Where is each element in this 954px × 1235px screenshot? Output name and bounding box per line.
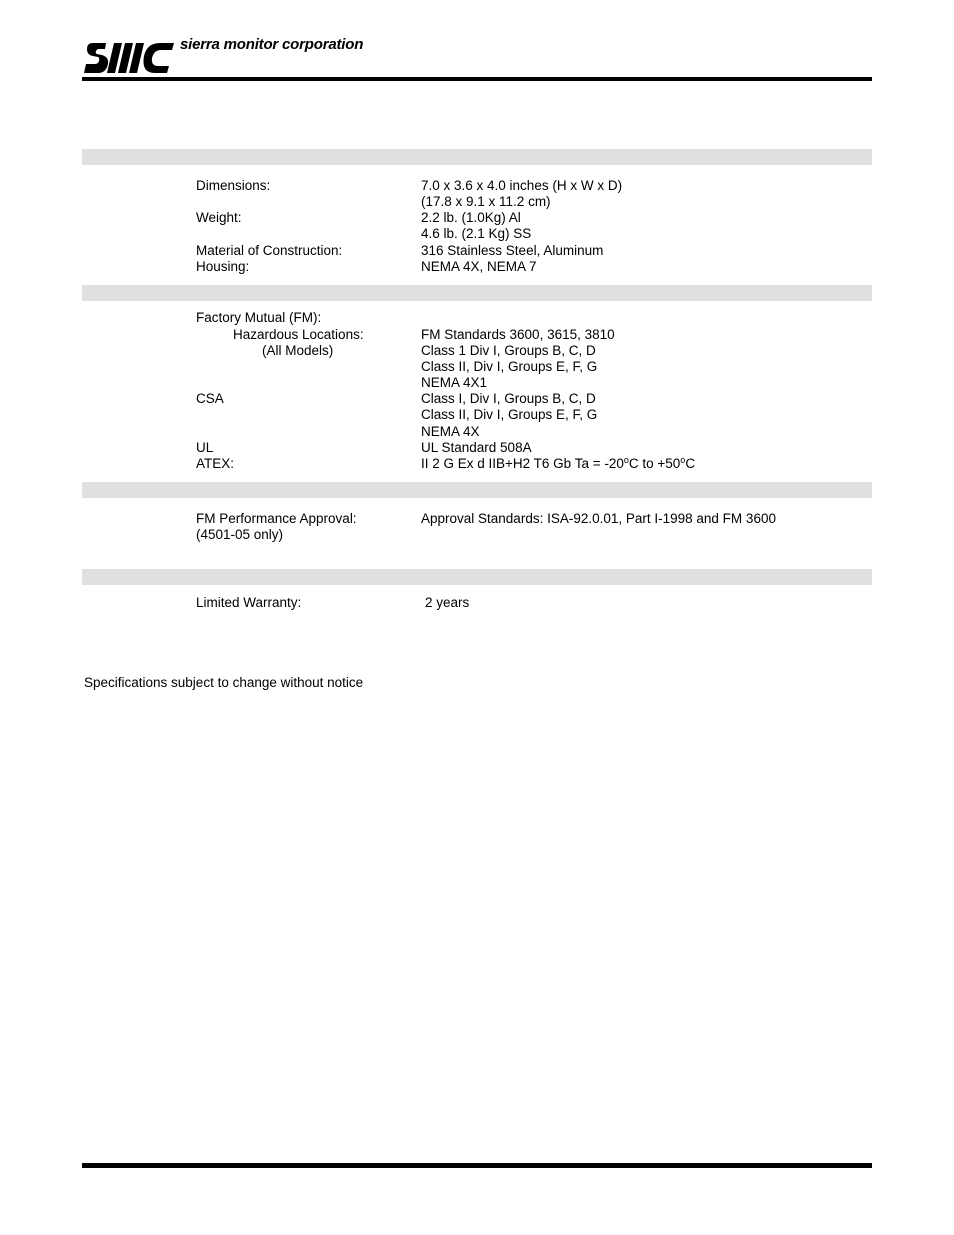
atex-value: II 2 G Ex d IIB+H2 T6 Gb $Ta = -20^oC$ to $+50^oC$ (421, 455, 696, 471)
weight-value-ss: 4.6 lb. (2.1 Kg) SS (421, 226, 532, 241)
csa-class1-value: Class I, Div I, Groups B, C, D (421, 391, 596, 406)
section-band-performance (82, 482, 872, 498)
hazardous-locations-label: Hazardous Locations: (233, 327, 364, 342)
material-label: Material of Construction: (196, 243, 343, 258)
weight-label: Weight: (196, 210, 242, 225)
specifications-note: Specifications subject to change without notice (84, 675, 364, 690)
smc-logo-icon (84, 40, 176, 76)
dimensions-value-cm: (17.8 x 9.1 x 11.2 cm) (421, 194, 551, 209)
housing-value: NEMA 4X, NEMA 7 (421, 259, 537, 274)
section-band-approvals (82, 285, 872, 301)
weight-value-al: 2.2 lb. (1.0Kg) Al (421, 210, 521, 225)
warranty-value: 2 years (425, 595, 470, 610)
performance-model-note: (4501-05 only) (196, 527, 284, 542)
dimensions-label: Dimensions: (196, 178, 271, 193)
fm-class1-value: Class 1 Div I, Groups B, C, D (421, 343, 596, 358)
fm-nema-value: NEMA 4X1 (421, 375, 488, 390)
ul-label: UL (196, 440, 214, 455)
company-name: sierra monitor corporation (180, 36, 364, 53)
fm-class2-value: Class II, Div I, Groups E, F, G (421, 359, 598, 374)
material-value: 316 Stainless Steel, Aluminum (421, 243, 604, 258)
dimensions-value-inches: 7.0 x 3.6 x 4.0 inches (H x W x D) (421, 178, 623, 193)
fm-label: Factory Mutual (FM): (196, 310, 322, 325)
all-models-label: (All Models) (262, 343, 334, 358)
housing-label: Housing: (196, 259, 250, 274)
csa-class2-value: Class II, Div I, Groups E, F, G (421, 407, 598, 422)
csa-label: CSA (196, 391, 224, 406)
footer-rule (82, 1163, 872, 1168)
fm-standards-value: FM Standards 3600, 3615, 3810 (421, 327, 615, 342)
atex-label: ATEX: (196, 456, 235, 471)
performance-approval-value: Approval Standards: ISA-92.0.01, Part I-1998 and FM 3600 (421, 511, 776, 526)
performance-approval-label: FM Performance Approval: (196, 511, 357, 526)
section-band-warranty (82, 569, 872, 585)
header-rule (82, 77, 872, 81)
section-band-physical (82, 149, 872, 165)
ul-value: UL Standard 508A (421, 440, 532, 455)
warranty-label: Limited Warranty: (196, 595, 302, 610)
csa-nema-value: NEMA 4X (421, 424, 480, 439)
